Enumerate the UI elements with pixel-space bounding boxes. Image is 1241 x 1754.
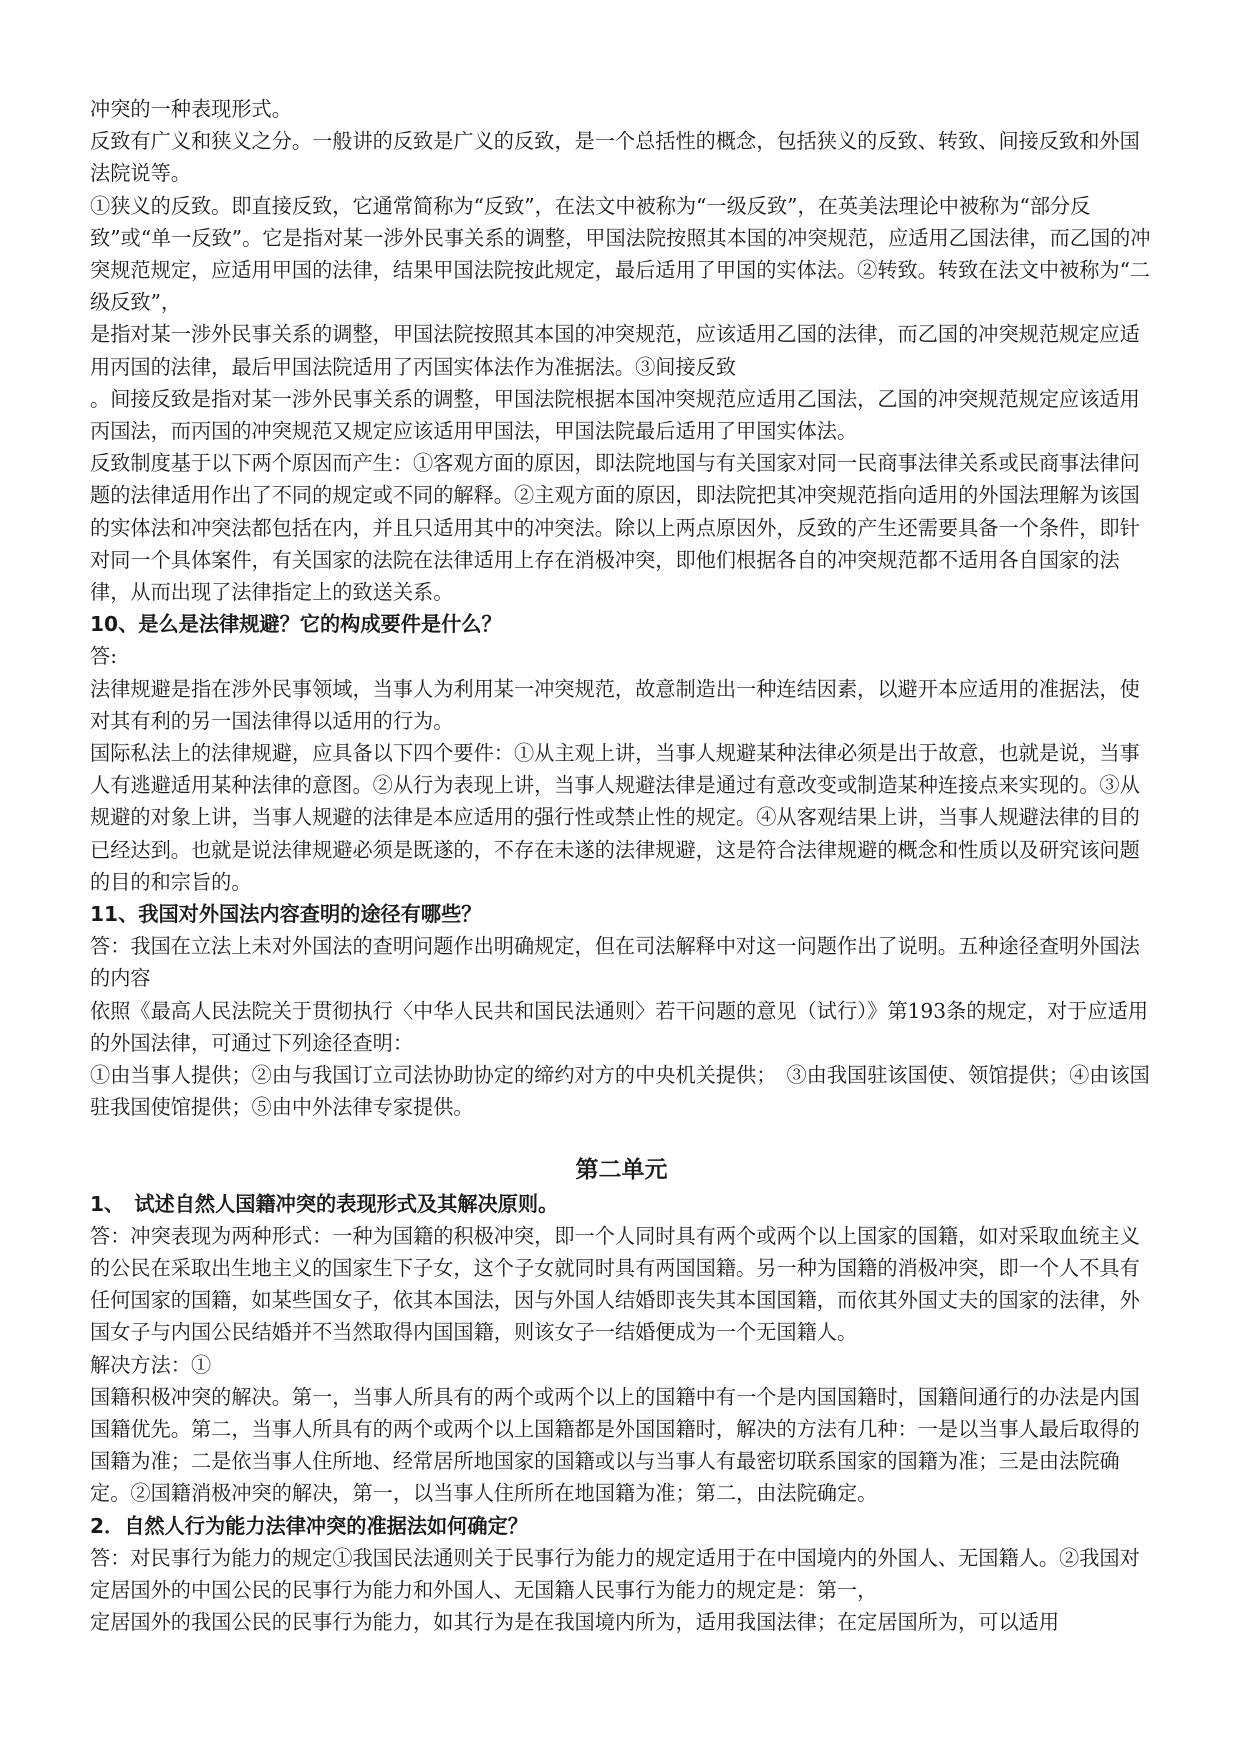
paragraph: 国籍积极冲突的解决。第一，当事人所具有的两个或两个以上的国籍中有一个是内国国籍时，国籍间通行的办法是内国国籍优先。第二，当事人所具有的两个或两个以上国籍都是外国国籍时，解决的方法有几种：一是以当事人最后取得的国籍为准；二是依当事人住所地、经常居所地国家的国籍或以与当事人有最密切联系国家的国籍为准；三是由法院确定。②国籍消极冲突的解决，第一，以当事人住所所在地国籍为准；第二，由法院确定。 [90, 1384, 1140, 1506]
unit-title: 第二单元 [575, 1156, 668, 1183]
paragraph: 解决方法：① [90, 1352, 212, 1377]
question-heading: 1、 试述自然人国籍冲突的表现形式及其解决原则。 [90, 1191, 559, 1216]
paragraph: 法律规避是指在涉外民事领域，当事人为利用某一冲突规范，故意制造出一种连结因素，以避开本应适用的准据法，使对其有利的另一国法律得以适用的行为。 [90, 676, 1140, 733]
paragraph: 是指对某一涉外民事关系的调整，甲国法院按照其本国的冲突规范，应该适用乙国的法律，而乙国的冲突规范规定应适用丙国的法律，最后甲国法院适用了丙国实体法作为准据法。③间接反致 [90, 322, 1140, 379]
paragraph: 。间接反致是指对某一涉外民事关系的调整，甲国法院根据本国冲突规范应适用乙国法，乙国的冲突规范规定应该适用丙国法，而丙国的冲突规范又规定应该适用甲国法，甲国法院最后适用了甲国实体法。 [90, 386, 1140, 444]
paragraph: ①由当事人提供；②由与我国订立司法协助协定的缔约对方的中央机关提供； ③由我国驻该国使、领馆提供；④由该国驻我国使馆提供；⑤由中外法律专家提供。 [90, 1063, 1150, 1120]
answer-label: 答: [90, 644, 117, 669]
paragraph: 反致有广义和狭义之分。一般讲的反致是广义的反致，是一个总括性的概念，包括狭义的反致、转致、间接反致和外国法院说等。 [90, 129, 1140, 186]
question-heading: 2．自然人行为能力法律冲突的准据法如何确定？ [90, 1513, 528, 1538]
paragraph: 国际私法上的法律规避，应具备以下四个要件：①从主观上讲，当事人规避某种法律必须是出于故意，也就是说，当事人有逃避适用某种法律的意图。②从行为表现上讲，当事人规避法律是通过有意改变或制造某种连接点来实现的。③从规避的对象上讲，当事人规避的法律是本应适用的强行性或禁止性的规定。④从客观结果上讲，当事人规避法律的目的已经达到。也就是说法律规避必须是既遂的，不存在未遂的法律规避，这是符合法律规避的概念和性质以及研究该问题的目的和宗旨的。 [90, 741, 1140, 894]
paragraph: 定居国外的我国公民的民事行为能力，如其行为是在我国境内所为，适用我国法律；在定居国所为，可以适用 [90, 1610, 1060, 1635]
question-heading: 11、我国对外国法内容查明的途径有哪些？ [90, 902, 482, 927]
paragraph: 冲突的一种表现形式。 [90, 97, 292, 121]
question-heading: 10、是么是法律规避？它的构成要件是什么？ [90, 612, 502, 637]
paragraph: 答：冲突表现为两种形式：一种为国籍的积极冲突，即一个人同时具有两个或两个以上国家的国籍，如对采取血统主义的公民在采取出生地主义的国家生下子女，这个子女就同时具有两国国籍。另一种为国籍的消极冲突，即一个人不具有任何国家的国籍，如某些国女子，依其本国法，因与外国人结婚即丧失其本国国籍，而依其外国丈夫的国家的法律，外国女子与内国公民结婚并不当然取得内国国籍，则该女子一结婚便成为一个无国籍人。 [90, 1223, 1140, 1345]
paragraph: 依照《最高人民法院关于贯彻执行〈中华人民共和国民法通则〉若干问题的意见（试行）》第193条的规定，对于应适用的外国法律，可通过下列途径查明： [90, 998, 1149, 1055]
paragraph: 答：对民事行为能力的规定①我国民法通则关于民事行为能力的规定适用于在中国境内的外国人、无国籍人。②我国对定居国外的中国公民的民事行为能力和外国人、无国籍人民事行为能力的规定是：第一， [90, 1545, 1140, 1602]
paragraph: 答：我国在立法上未对外国法的查明问题作出明确规定，但在司法解释中对这一问题作出了说明。五种途径查明外国法的内容 [90, 934, 1140, 991]
paragraph: 反致制度基于以下两个原因而产生：①客观方面的原因，即法院地国与有关国家对同一民商事法律关系或民商事法律问题的法律适用作出了不同的规定或不同的解释。②主观方面的原因，即法院把其冲突规范指向适用的外国法理解为该国的实体法和冲突法都包括在内，并且只适用其中的冲突法。除以上两点原因外，反致的产生还需要具备一个条件，即针对同一个具体案件，有关国家的法院在法律适用上存在消极冲突，即他们根据各自的冲突规范都不适用各自国家的法律，从而出现了法律指定上的致送关系。 [90, 451, 1140, 605]
paragraph: ①狭义的反致。即直接反致，它通常简称为“反致”，在法文中被称为“一级反致”，在英美法理论中被称为“部分反致”或“单一反致”。它是指对某一涉外民事关系的调整，甲国法院按照其本国的冲突规范，应适用乙国法律，而乙国的冲突规范规定，应适用甲国的法律，结果甲国法院按此规定，最后适用了甲国的实体法。②转致。转致在法文中被称为“二级反致”， [90, 193, 1151, 315]
